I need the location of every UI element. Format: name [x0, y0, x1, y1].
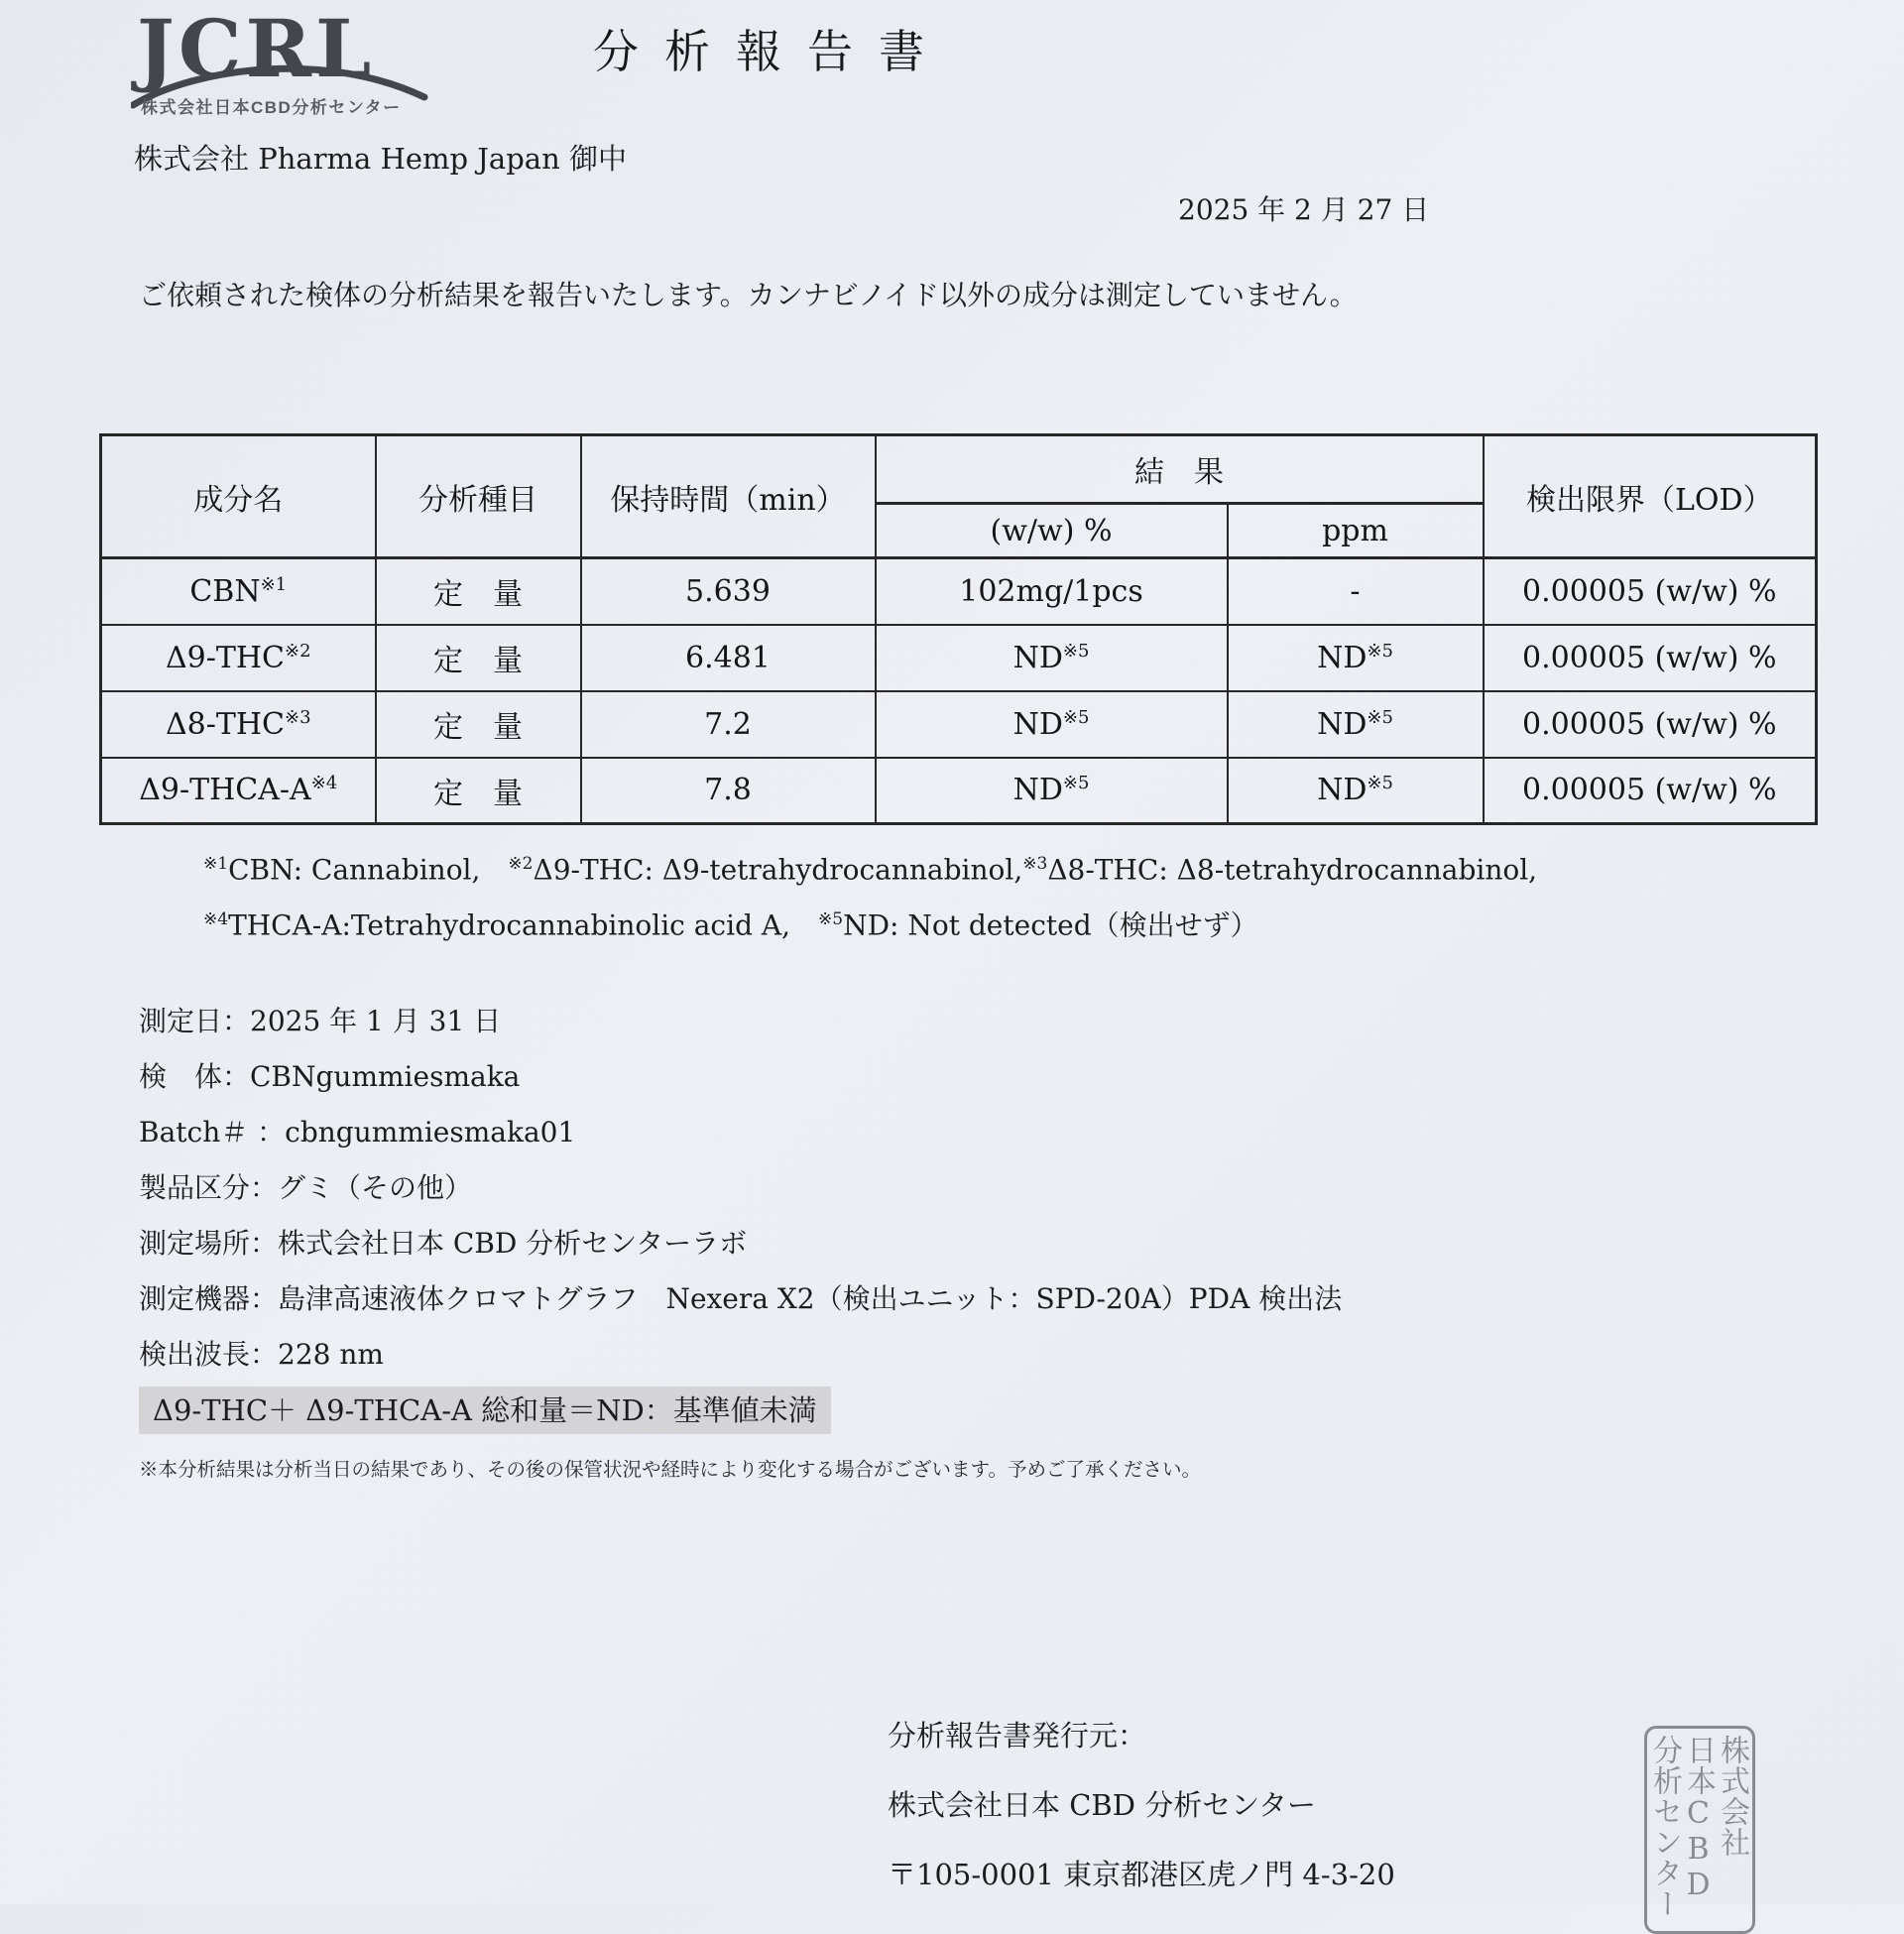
table-row [101, 691, 1817, 758]
footnote-ref: ※1 [260, 573, 288, 595]
cell-analysis-type: 定 量 [376, 691, 581, 758]
cell-lod: 0.00005 (w/w) % [1484, 691, 1817, 758]
thc-total-highlight: Δ9-THC＋ Δ9-THCA-A 総和量＝ND：基準値未満 [139, 1387, 831, 1434]
cell-ww: ND$^{※5}$ [876, 625, 1228, 691]
footnote-ref: ※5 [1367, 640, 1393, 662]
col-header-result: 結 果 [876, 435, 1484, 504]
detail-line-measure-date: 測定日：2025 年 1 月 31 日 [139, 1005, 502, 1037]
cell-analysis-type: 定 量 [376, 758, 581, 824]
footnote-line-2: $^{※4}$THCA-A:Tetrahydrocannabinolic acid A, $^{※5}$ND: Not detected（検出せず） [203, 908, 1258, 942]
company-seal [1644, 1726, 1755, 1934]
col-header-component: 成分名 [101, 435, 376, 558]
footnote-ref: ※5 [1062, 640, 1090, 662]
detail-line-location: 測定場所：株式会社日本 CBD 分析センターラボ [139, 1227, 748, 1260]
col-header-lod: 検出限界（LOD） [1484, 435, 1817, 558]
footnote-ref: ※5 [818, 909, 844, 930]
cell-ppm: ND$^{※5}$ [1228, 758, 1484, 824]
disclaimer-note: ※本分析結果は分析当日の結果であり、その後の保管状況や経時により変化する場合がございます。予めご了承ください。 [139, 1458, 1201, 1481]
cell-analysis-type: 定 量 [376, 558, 581, 625]
cell-retention: 6.481 [581, 625, 876, 691]
footnote-line-1: $^{※1}$CBN: Cannabinol, $^{※2}$Δ9-THC: Δ9-tetrahydrocannabinol,$^{※3}$Δ8-THC: Δ8-tetrahydrocannabinol, [203, 853, 1538, 887]
footnotes-block [203, 839, 1537, 951]
cell-retention: 7.8 [581, 758, 876, 824]
cell-ww: 102mg/1pcs [876, 558, 1228, 625]
cell-ppm: ND$^{※5}$ [1228, 691, 1484, 758]
cell-lod: 0.00005 (w/w) % [1484, 758, 1817, 824]
col-header-ww: (w/w) % [876, 504, 1228, 558]
report-date: 2025 年 2 月 27 日 [1178, 193, 1430, 226]
detail-line-batch: Batch＃ ：cbngummiesmaka01 [139, 1116, 576, 1148]
cell-analysis-type: 定 量 [376, 625, 581, 691]
footnote-ref: ※2 [284, 640, 311, 662]
intro-text: ご依頼された検体の分析結果を報告いたします。カンナビノイド以外の成分は測定していません。 [139, 279, 1358, 311]
seal-column: 分析センター [1647, 1735, 1682, 1919]
logo-block [137, 2, 434, 125]
issuer-address: 〒105-0001 東京都港区虎ノ門 4-3-20 [888, 1858, 1395, 1891]
logo-subtitle: 株式会社日本CBD分析センター [141, 98, 402, 117]
col-header-ppm: ppm [1228, 504, 1484, 558]
detail-line-product-category: 製品区分：グミ（その他） [139, 1171, 473, 1204]
page-title: 分析報告書 [593, 25, 950, 78]
cell-component: Δ9-THCA-A$^{※4}$ [101, 758, 376, 824]
footnote-ref: ※5 [1367, 773, 1393, 794]
results-table [99, 433, 1818, 825]
table-row [101, 625, 1817, 691]
footnote-ref: ※2 [508, 854, 534, 874]
detail-line-specimen: 検 体：CBNgummiesmaka [139, 1060, 521, 1093]
footnote-ref: ※5 [1062, 706, 1090, 728]
cell-ppm: ND$^{※5}$ [1228, 625, 1484, 691]
seal-column: 株式会社 [1715, 1735, 1749, 1858]
footnote-ref: ※1 [203, 854, 229, 874]
footnote-ref: ※5 [1062, 773, 1090, 794]
table-row [101, 558, 1817, 625]
addressee: 株式会社 Pharma Hemp Japan 御中 [134, 142, 627, 176]
cell-component: Δ8-THC$^{※3}$ [101, 691, 376, 758]
cell-ww: ND$^{※5}$ [876, 691, 1228, 758]
col-header-analysis-type: 分析種目 [376, 435, 581, 558]
cell-retention: 7.2 [581, 691, 876, 758]
details-list [139, 994, 1342, 1383]
detail-line-instrument: 測定機器：島津高速液体クロマトグラフ Nexera X2（検出ユニット：SPD-20A）PDA 検出法 [139, 1282, 1343, 1315]
cell-component: Δ9-THC$^{※2}$ [101, 625, 376, 691]
cell-lod: 0.00005 (w/w) % [1484, 558, 1817, 625]
cell-lod: 0.00005 (w/w) % [1484, 625, 1817, 691]
footnote-ref: ※3 [1022, 854, 1048, 874]
seal-column: 日本CBD [1681, 1735, 1716, 1903]
footnote-ref: ※4 [203, 909, 229, 930]
cell-component: CBN$^{※1}$ [101, 558, 376, 625]
footnote-ref: ※5 [1367, 706, 1393, 728]
cell-ppm: - [1228, 558, 1484, 625]
issuer-label: 分析報告書発行元： [888, 1719, 1147, 1753]
footnote-ref: ※4 [310, 773, 338, 794]
col-header-retention: 保持時間（min） [581, 435, 876, 558]
cell-retention: 5.639 [581, 558, 876, 625]
issuer-name: 株式会社日本 CBD 分析センター [888, 1788, 1317, 1822]
detail-line-wavelength: 検出波長：228 nm [139, 1338, 384, 1371]
logo-text: JCRL [137, 2, 376, 95]
table-row [101, 758, 1817, 824]
cell-ww: ND$^{※5}$ [876, 758, 1228, 824]
footnote-ref: ※3 [284, 706, 311, 728]
